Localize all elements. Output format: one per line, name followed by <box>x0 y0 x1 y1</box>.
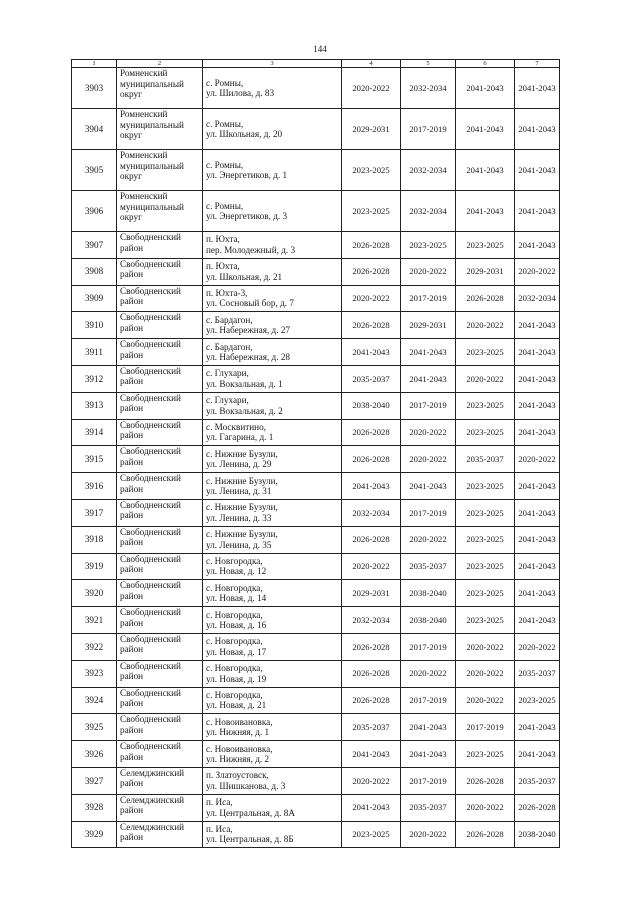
row-number: 3928 <box>72 794 117 821</box>
period-cell: 2041-2043 <box>401 473 456 500</box>
address-settlement: с. Нижние Бузули, <box>206 502 278 513</box>
period-cell: 2020-2022 <box>456 633 515 660</box>
period-cell: 2026-2028 <box>456 285 515 312</box>
district-cell: Свободненский район <box>117 392 203 419</box>
district-cell: Селемджинский район <box>117 767 203 794</box>
row-number: 3921 <box>72 607 117 634</box>
period-cell: 2041-2043 <box>342 339 401 366</box>
period-cell: 2020-2022 <box>456 365 515 392</box>
period-cell: 2041-2043 <box>515 392 560 419</box>
period-cell: 2017-2019 <box>401 633 456 660</box>
address-settlement: с. Ромны, <box>206 118 244 129</box>
period-cell: 2041-2043 <box>456 150 515 191</box>
period-cell: 2029-2031 <box>342 109 401 150</box>
table-row <box>72 526 560 553</box>
period-cell: 2017-2019 <box>456 714 515 741</box>
row-number: 3924 <box>72 687 117 714</box>
period-cell: 2020-2022 <box>456 312 515 339</box>
district-cell: Свободненский район <box>117 339 203 366</box>
period-cell: 2020-2022 <box>342 553 401 580</box>
table-row <box>72 767 560 794</box>
period-cell: 2026-2028 <box>515 794 560 821</box>
period-cell: 2041-2043 <box>342 473 401 500</box>
address-settlement: с. Ромны, <box>206 159 244 170</box>
column-number: 2 <box>117 60 203 68</box>
district-cell: Свободненский район <box>117 312 203 339</box>
housing-schedule-table <box>71 59 560 848</box>
address-street: ул. Нижняя, д. 1 <box>206 727 270 738</box>
district-cell: Свободненский район <box>117 285 203 312</box>
table-row <box>72 499 560 526</box>
address-settlement: с. Новгородка, <box>206 582 263 593</box>
address-street: ул. Центральная, д. 8А <box>206 807 295 818</box>
row-number: 3908 <box>72 258 117 285</box>
period-cell: 2020-2022 <box>515 633 560 660</box>
period-cell: 2041-2043 <box>515 741 560 768</box>
period-cell: 2035-2037 <box>401 553 456 580</box>
period-cell: 2023-2025 <box>456 741 515 768</box>
column-number-row <box>72 60 560 68</box>
address-settlement: с. Нижние Бузули, <box>206 448 278 459</box>
district-cell: Свободненский район <box>117 607 203 634</box>
period-cell: 2020-2022 <box>342 767 401 794</box>
address-cell <box>203 365 342 392</box>
address-settlement: п. Юхта, <box>206 234 240 245</box>
address-settlement: п. Иса, <box>206 797 233 808</box>
address-cell <box>203 419 342 446</box>
period-cell: 2035-2037 <box>515 767 560 794</box>
period-cell: 2020-2022 <box>401 258 456 285</box>
period-cell: 2023-2025 <box>456 339 515 366</box>
period-cell: 2023-2025 <box>456 392 515 419</box>
address-street: ул. Гагарина, д. 1 <box>206 432 274 443</box>
address-street: ул. Центральная, д. 8Б <box>206 834 294 845</box>
row-number: 3912 <box>72 365 117 392</box>
row-number: 3915 <box>72 446 117 473</box>
period-cell: 2023-2025 <box>456 419 515 446</box>
address-street: ул. Новая, д. 17 <box>206 646 267 657</box>
row-number: 3906 <box>72 191 117 232</box>
address-settlement: с. Новгородка, <box>206 609 263 620</box>
row-number: 3917 <box>72 499 117 526</box>
address-settlement: с. Бардагон, <box>206 341 253 352</box>
table-row <box>72 633 560 660</box>
period-cell: 2041-2043 <box>515 607 560 634</box>
row-number: 3919 <box>72 553 117 580</box>
address-settlement: с. Новгородка, <box>206 663 263 674</box>
address-street: ул. Набережная, д. 28 <box>206 352 291 363</box>
address-cell <box>203 741 342 768</box>
period-cell: 2017-2019 <box>401 499 456 526</box>
address-street: ул. Шишканова, д. 3 <box>206 780 286 791</box>
period-cell: 2041-2043 <box>515 312 560 339</box>
district-cell: Свободненский район <box>117 232 203 259</box>
address-cell <box>203 191 342 232</box>
address-street: ул. Сосновый бор, д. 7 <box>206 298 294 309</box>
page-number: 144 <box>313 44 327 54</box>
row-number: 3904 <box>72 109 117 150</box>
address-street: ул. Энергетиков, д. 1 <box>206 170 288 180</box>
address-settlement: с. Новоивановка, <box>206 743 273 754</box>
address-settlement: с. Новгородка, <box>206 555 263 566</box>
period-cell: 2023-2025 <box>456 553 515 580</box>
address-settlement: с. Глухари, <box>206 368 249 379</box>
table-row <box>72 365 560 392</box>
address-cell <box>203 312 342 339</box>
period-cell: 2041-2043 <box>515 68 560 109</box>
address-settlement: п. Иса, <box>206 823 233 834</box>
period-cell: 2041-2043 <box>515 499 560 526</box>
period-cell: 2026-2028 <box>342 258 401 285</box>
district-cell: Ромненский муниципальный округ <box>117 191 203 232</box>
period-cell: 2017-2019 <box>401 687 456 714</box>
period-cell: 2020-2022 <box>401 419 456 446</box>
address-cell <box>203 687 342 714</box>
period-cell: 2020-2022 <box>342 285 401 312</box>
period-cell: 2041-2043 <box>342 741 401 768</box>
period-cell: 2020-2022 <box>401 446 456 473</box>
address-cell <box>203 714 342 741</box>
address-street: ул. Нижняя, д. 2 <box>206 754 270 765</box>
period-cell: 2032-2034 <box>515 285 560 312</box>
address-street: ул. Набережная, д. 27 <box>206 325 291 336</box>
row-number: 3916 <box>72 473 117 500</box>
period-cell: 2020-2022 <box>456 794 515 821</box>
district-cell: Свободненский район <box>117 526 203 553</box>
period-cell: 2023-2025 <box>342 150 401 191</box>
address-cell <box>203 607 342 634</box>
district-cell: Свободненский район <box>117 446 203 473</box>
period-cell: 2041-2043 <box>515 580 560 607</box>
table-row <box>72 607 560 634</box>
period-cell: 2020-2022 <box>456 660 515 687</box>
period-cell: 2023-2025 <box>342 821 401 848</box>
period-cell: 2041-2043 <box>342 794 401 821</box>
table-row <box>72 392 560 419</box>
table-row <box>72 258 560 285</box>
period-cell: 2026-2028 <box>342 660 401 687</box>
address-settlement: п. Юхта, <box>206 261 240 272</box>
table-row <box>72 687 560 714</box>
address-settlement: п. Златоустовск, <box>206 770 269 781</box>
column-number: 4 <box>342 60 401 68</box>
address-cell <box>203 633 342 660</box>
address-cell <box>203 794 342 821</box>
address-street: ул. Школьная, д. 20 <box>206 129 283 139</box>
table-row <box>72 660 560 687</box>
period-cell: 2038-2040 <box>515 821 560 848</box>
period-cell: 2026-2028 <box>456 821 515 848</box>
address-street: ул. Ленина, д. 31 <box>206 486 272 497</box>
address-cell <box>203 553 342 580</box>
district-cell: Ромненский муниципальный округ <box>117 109 203 150</box>
period-cell: 2020-2022 <box>515 446 560 473</box>
period-cell: 2020-2022 <box>401 660 456 687</box>
period-cell: 2017-2019 <box>401 767 456 794</box>
row-number: 3922 <box>72 633 117 660</box>
period-cell: 2032-2034 <box>401 150 456 191</box>
table-row <box>72 580 560 607</box>
address-street: ул. Новая, д. 21 <box>206 700 267 711</box>
period-cell: 2035-2037 <box>342 365 401 392</box>
address-settlement: с. Новгородка, <box>206 689 263 700</box>
district-cell: Свободненский район <box>117 687 203 714</box>
district-cell: Свободненский район <box>117 633 203 660</box>
period-cell: 2041-2043 <box>515 473 560 500</box>
period-cell: 2032-2034 <box>342 607 401 634</box>
period-cell: 2041-2043 <box>515 419 560 446</box>
period-cell: 2017-2019 <box>401 285 456 312</box>
row-number: 3929 <box>72 821 117 848</box>
period-cell: 2041-2043 <box>515 365 560 392</box>
period-cell: 2041-2043 <box>515 553 560 580</box>
period-cell: 2020-2022 <box>401 526 456 553</box>
address-settlement: с. Нижние Бузули, <box>206 475 278 486</box>
period-cell: 2041-2043 <box>515 714 560 741</box>
table-row <box>72 794 560 821</box>
table-row <box>72 741 560 768</box>
row-number: 3911 <box>72 339 117 366</box>
address-settlement: с. Новгородка, <box>206 636 263 647</box>
district-cell: Ромненский муниципальный округ <box>117 68 203 109</box>
address-street: ул. Вокзальная, д. 1 <box>206 378 283 389</box>
period-cell: 2038-2040 <box>401 580 456 607</box>
address-cell <box>203 526 342 553</box>
period-cell: 2032-2034 <box>401 191 456 232</box>
period-cell: 2041-2043 <box>515 232 560 259</box>
table-row <box>72 150 560 191</box>
address-cell <box>203 392 342 419</box>
row-number: 3926 <box>72 741 117 768</box>
address-settlement: с. Ромны, <box>206 77 244 88</box>
period-cell: 2023-2025 <box>342 191 401 232</box>
period-cell: 2029-2031 <box>342 580 401 607</box>
district-cell: Свободненский район <box>117 419 203 446</box>
address-cell <box>203 285 342 312</box>
address-settlement: с. Глухари, <box>206 395 249 406</box>
district-cell: Свободненский район <box>117 580 203 607</box>
period-cell: 2023-2025 <box>456 526 515 553</box>
period-cell: 2023-2025 <box>456 232 515 259</box>
period-cell: 2026-2028 <box>342 633 401 660</box>
address-cell <box>203 821 342 848</box>
address-cell <box>203 339 342 366</box>
period-cell: 2041-2043 <box>515 191 560 232</box>
district-cell: Свободненский район <box>117 499 203 526</box>
address-cell <box>203 499 342 526</box>
period-cell: 2041-2043 <box>401 365 456 392</box>
address-cell <box>203 446 342 473</box>
address-settlement: с. Новоивановка, <box>206 716 273 727</box>
period-cell: 2041-2043 <box>515 339 560 366</box>
period-cell: 2026-2028 <box>342 446 401 473</box>
address-settlement: с. Нижние Бузули, <box>206 529 278 540</box>
period-cell: 2026-2028 <box>342 419 401 446</box>
period-cell: 2038-2040 <box>342 392 401 419</box>
period-cell: 2035-2037 <box>515 660 560 687</box>
address-cell <box>203 473 342 500</box>
period-cell: 2020-2022 <box>401 821 456 848</box>
period-cell: 2029-2031 <box>456 258 515 285</box>
period-cell: 2041-2043 <box>515 109 560 150</box>
period-cell: 2029-2031 <box>401 312 456 339</box>
period-cell: 2026-2028 <box>456 767 515 794</box>
address-street: ул. Ленина, д. 29 <box>206 459 272 470</box>
period-cell: 2032-2034 <box>342 499 401 526</box>
address-street: ул. Новая, д. 19 <box>206 673 267 684</box>
period-cell: 2023-2025 <box>515 687 560 714</box>
period-cell: 2026-2028 <box>342 526 401 553</box>
period-cell: 2023-2025 <box>456 499 515 526</box>
address-settlement: с. Ромны, <box>206 200 244 211</box>
row-number: 3905 <box>72 150 117 191</box>
row-number: 3909 <box>72 285 117 312</box>
table-row <box>72 821 560 848</box>
district-cell: Селемджинский район <box>117 821 203 848</box>
district-cell: Ромненский муниципальный округ <box>117 150 203 191</box>
district-cell: Свободненский район <box>117 741 203 768</box>
period-cell: 2020-2022 <box>342 68 401 109</box>
address-cell <box>203 660 342 687</box>
address-cell <box>203 232 342 259</box>
row-number: 3910 <box>72 312 117 339</box>
row-number: 3913 <box>72 392 117 419</box>
row-number: 3907 <box>72 232 117 259</box>
period-cell: 2041-2043 <box>401 339 456 366</box>
period-cell: 2017-2019 <box>401 109 456 150</box>
table-row <box>72 473 560 500</box>
district-cell: Селемджинский район <box>117 794 203 821</box>
address-settlement: п. Юхта-3, <box>206 287 248 298</box>
address-street: ул. Ленина, д. 35 <box>206 539 272 550</box>
district-cell: Свободненский район <box>117 660 203 687</box>
table-row <box>72 68 560 109</box>
address-street: ул. Энергетиков, д. 3 <box>206 211 288 221</box>
period-cell: 2023-2025 <box>456 580 515 607</box>
address-settlement: с. Бардагон, <box>206 314 253 325</box>
address-settlement: с. Москвитино, <box>206 421 266 432</box>
district-cell: Свободненский район <box>117 365 203 392</box>
table-row <box>72 232 560 259</box>
row-number: 3927 <box>72 767 117 794</box>
address-cell <box>203 68 342 109</box>
address-street: ул. Новая, д. 16 <box>206 620 267 631</box>
address-cell <box>203 580 342 607</box>
period-cell: 2023-2025 <box>456 473 515 500</box>
column-number: 5 <box>401 60 456 68</box>
period-cell: 2041-2043 <box>515 150 560 191</box>
period-cell: 2026-2028 <box>342 232 401 259</box>
row-number: 3920 <box>72 580 117 607</box>
district-cell: Свободненский район <box>117 258 203 285</box>
address-cell <box>203 258 342 285</box>
row-number: 3903 <box>72 68 117 109</box>
address-street: ул. Школьная, д. 21 <box>206 271 283 282</box>
table-row <box>72 339 560 366</box>
period-cell: 2035-2037 <box>401 794 456 821</box>
district-cell: Свободненский район <box>117 553 203 580</box>
period-cell: 2041-2043 <box>456 109 515 150</box>
column-number: 1 <box>72 60 117 68</box>
table-row <box>72 191 560 232</box>
address-cell <box>203 150 342 191</box>
district-cell: Свободненский район <box>117 714 203 741</box>
period-cell: 2020-2022 <box>515 258 560 285</box>
column-number: 7 <box>515 60 560 68</box>
table-row <box>72 312 560 339</box>
address-cell <box>203 109 342 150</box>
column-number: 6 <box>456 60 515 68</box>
address-street: ул. Новая, д. 14 <box>206 593 267 604</box>
table-row <box>72 109 560 150</box>
period-cell: 2041-2043 <box>456 191 515 232</box>
period-cell: 2041-2043 <box>515 526 560 553</box>
period-cell: 2041-2043 <box>401 741 456 768</box>
period-cell: 2041-2043 <box>401 714 456 741</box>
period-cell: 2026-2028 <box>342 312 401 339</box>
address-street: пер. Молодежный, д. 3 <box>206 244 296 255</box>
period-cell: 2035-2037 <box>342 714 401 741</box>
period-cell: 2026-2028 <box>342 687 401 714</box>
address-street: ул. Новая, д. 12 <box>206 566 267 577</box>
table-row <box>72 714 560 741</box>
address-street: ул. Шилова, д. 83 <box>206 88 275 98</box>
column-number: 3 <box>203 60 342 68</box>
row-number: 3914 <box>72 419 117 446</box>
period-cell: 2023-2025 <box>456 607 515 634</box>
table-row <box>72 285 560 312</box>
period-cell: 2020-2022 <box>456 687 515 714</box>
table-row <box>72 446 560 473</box>
row-number: 3923 <box>72 660 117 687</box>
period-cell: 2017-2019 <box>401 392 456 419</box>
period-cell: 2035-2037 <box>456 446 515 473</box>
district-cell: Свободненский район <box>117 473 203 500</box>
table-row <box>72 419 560 446</box>
address-street: ул. Ленина, д. 33 <box>206 512 272 523</box>
period-cell: 2038-2040 <box>401 607 456 634</box>
row-number: 3918 <box>72 526 117 553</box>
period-cell: 2041-2043 <box>456 68 515 109</box>
address-street: ул. Вокзальная, д. 2 <box>206 405 283 416</box>
table-row <box>72 553 560 580</box>
row-number: 3925 <box>72 714 117 741</box>
period-cell: 2032-2034 <box>401 68 456 109</box>
period-cell: 2023-2025 <box>401 232 456 259</box>
address-cell <box>203 767 342 794</box>
